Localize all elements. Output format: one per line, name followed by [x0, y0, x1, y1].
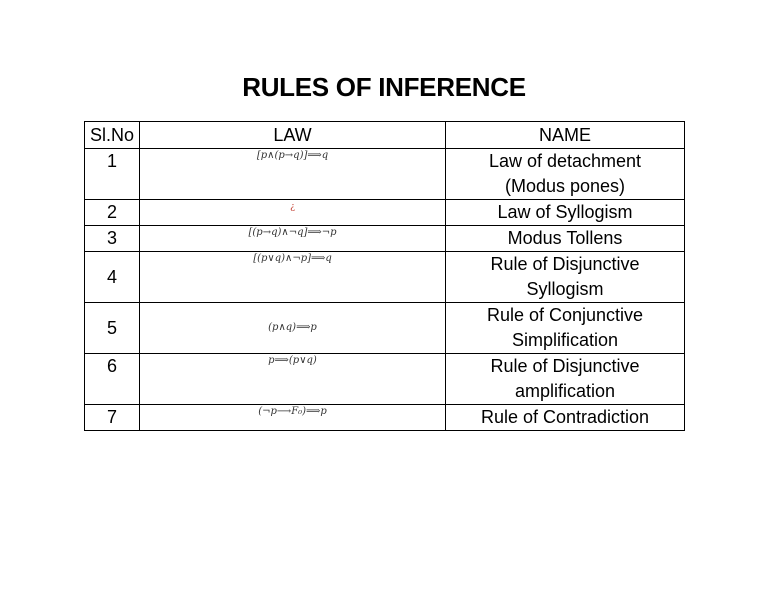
law-name-line: Rule of Conjunctive: [486, 305, 644, 325]
law-formula: [140, 200, 446, 226]
inference-table: [84, 121, 685, 431]
row-number: 2: [85, 200, 140, 226]
table-row: [85, 226, 685, 252]
table-row: [85, 149, 685, 200]
law-formula-text: (¬p⟶F₀)⟹p: [258, 406, 327, 417]
law-name-line: amplification: [514, 381, 616, 401]
law-name-line: Syllogism: [526, 279, 604, 299]
law-name: [446, 354, 685, 405]
law-formula-text: [p∧(p→q)]⟹q: [256, 150, 329, 161]
law-name-line: Rule of Contradiction: [480, 407, 650, 427]
table-row: [85, 252, 685, 303]
law-formula-text: ¿: [290, 202, 295, 212]
law-name: [446, 252, 685, 303]
law-name: [446, 226, 685, 252]
row-number: 1: [85, 149, 140, 200]
law-formula-text: (p∧q)⟹p: [268, 322, 317, 333]
table-row: [85, 303, 685, 354]
law-formula-text: [(p∨q)∧¬p]⟹q: [253, 253, 332, 264]
row-number: 5: [85, 303, 140, 354]
law-name: [446, 149, 685, 200]
law-formula: [140, 303, 446, 354]
row-number: 7: [85, 405, 140, 431]
row-number: 6: [85, 354, 140, 405]
law-name-line: Simplification: [511, 330, 619, 350]
law-formula-text: p⟹(p∨q): [268, 355, 317, 366]
law-name: [446, 200, 685, 226]
header-slno: Sl.No: [85, 122, 140, 149]
table-row: [85, 405, 685, 431]
law-name: [446, 303, 685, 354]
law-name-line: Rule of Disjunctive: [490, 356, 640, 376]
law-name-line: Law of detachment: [488, 151, 642, 171]
table-row: [85, 354, 685, 405]
law-formula: [140, 226, 446, 252]
law-formula: [140, 354, 446, 405]
row-number: 4: [85, 252, 140, 303]
law-formula-text: [(p→q)∧¬q]⟹¬p: [248, 227, 337, 238]
row-number: 3: [85, 226, 140, 252]
table-row: [85, 200, 685, 226]
header-law: LAW: [140, 122, 446, 149]
law-formula: [140, 149, 446, 200]
header-name: NAME: [446, 122, 685, 149]
table-header-row: [85, 122, 685, 149]
law-name-line: Rule of Disjunctive: [490, 254, 640, 274]
law-formula: [140, 405, 446, 431]
law-formula: [140, 252, 446, 303]
law-name: [446, 405, 685, 431]
page-title: RULES OF INFERENCE: [242, 72, 526, 102]
law-name-line: Modus Tollens: [507, 228, 623, 248]
law-name-line: Law of Syllogism: [497, 202, 633, 222]
law-name-line: (Modus pones): [504, 176, 626, 196]
